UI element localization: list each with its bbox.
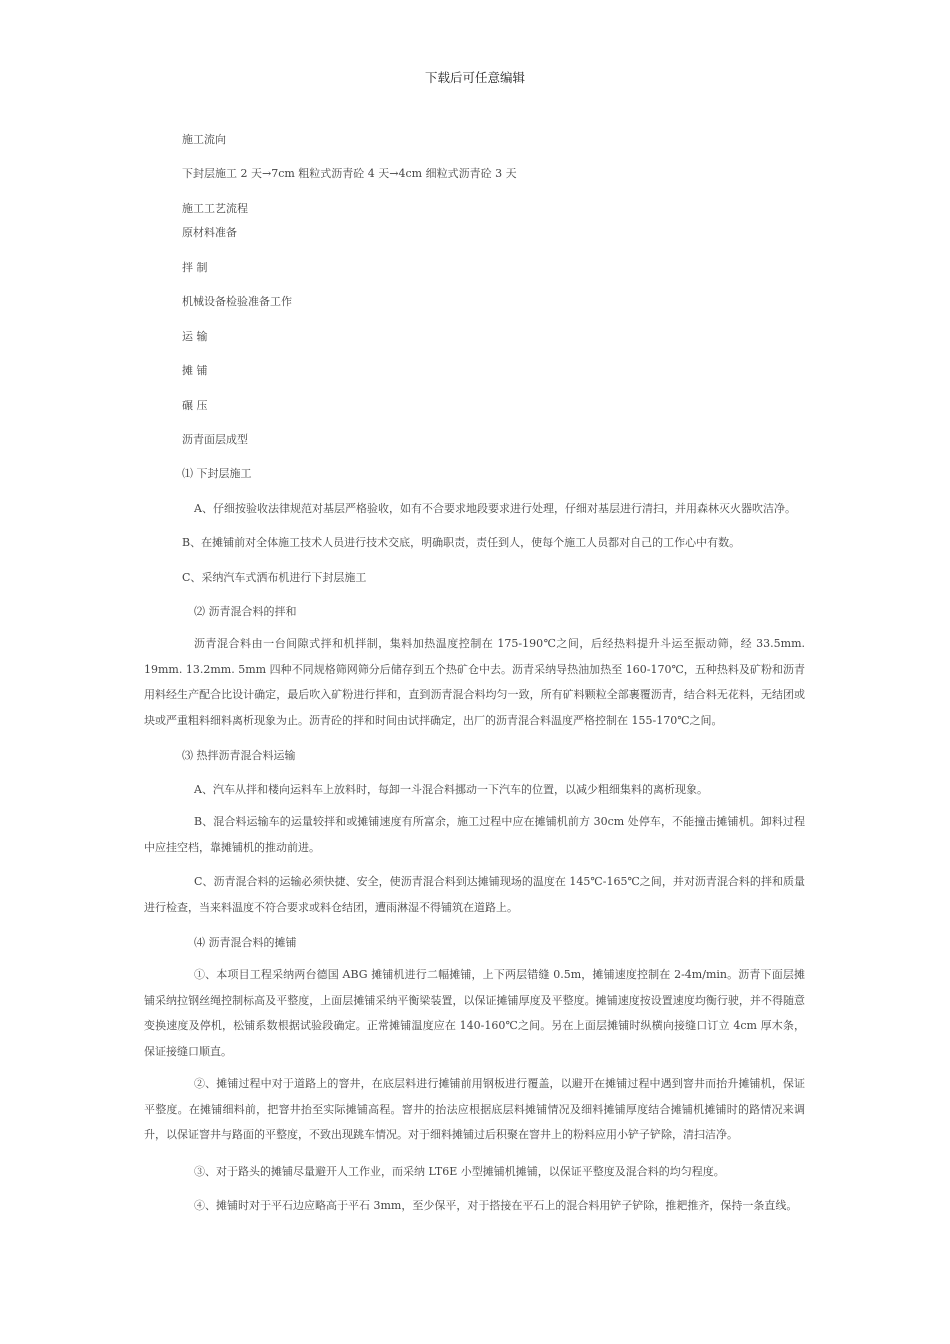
paragraph: B、混合料运输车的运量较拌和或摊铺速度有所富余，施工过程中应在摊铺机前方 30cm 处停车，不能撞击摊铺机。卸料过程中应挂空档，靠摊铺机的推动前进。 — [144, 815, 805, 854]
section-heading: ⑵ 沥青混合料的拌和 — [194, 605, 297, 618]
text-line: 施工工艺流程 — [182, 202, 248, 215]
section-heading: ⑴ 下封层施工 — [182, 467, 252, 480]
section-heading: ⑷ 沥青混合料的摊铺 — [194, 936, 297, 949]
text-line: C、采纳汽车式洒布机进行下封层施工 — [182, 571, 367, 584]
text-line: A、汽车从拌和楼向运料车上放料时，每卸一斗混合料挪动一下汽车的位置，以减少粗细集料的离析现象。 — [194, 783, 708, 796]
paragraph: ①、本项目工程采纳两台德国 ABG 摊铺机进行二幅摊铺，上下两层错缝 0.5m，摊铺速度控制在 2-4m/min。沥青下面层摊铺采纳拉钢丝绳控制标高及平整度，上面层摊铺采纳平衡梁装置，以保证摊铺厚度及平整度。摊铺速度按设置速度均衡行驶，并不得随意变换速度及停机，松铺系数根据试验段确定。正常摊铺温度应在 140-160℃之间。另在上面层摊铺时纵横向接缝口订立 4cm 厚木条，保证接缝口顺直。 — [144, 968, 805, 1058]
text-line: 碾 压 — [182, 399, 208, 412]
text-line: A、仔细按验收法律规范对基层严格验收，如有不合要求地段要求进行处理，仔细对基层进行清扫，并用森林灭火器吹洁净。 — [194, 502, 796, 515]
paragraph: ②、摊铺过程中对于道路上的窨井，在底层料进行摊铺前用钢板进行覆盖，以避开在摊铺过程中遇到窨井而抬升摊铺机，保证平整度。在摊铺细料前，把窨井抬至实际摊铺高程。窨井的抬法应根据底层料摊铺情况及细料摊铺厚度结合摊铺机摊铺时的路情况来调升，以保证窨井与路面的平整度，不致出现跳车情况。对于细料摊铺过后积聚在窨井上的粉料应用小铲子铲除，清扫洁净。 — [144, 1077, 805, 1141]
text-line: ③、对于路头的摊铺尽量避开人工作业，而采纳 LT6E 小型摊铺机摊铺，以保证平整度及混合料的均匀程度。 — [194, 1165, 725, 1178]
text-line: B、在摊铺前对全体施工技术人员进行技术交底，明确职责，责任到人，使每个施工人员都对自己的工作心中有数。 — [182, 536, 741, 549]
paragraph: 沥青混合料由一台间隙式拌和机拌制，集料加热温度控制在 175-190℃之间，后经热料提升斗运至振动筛，经 33.5mm. 19mm. 13.2mm. 5mm 四种不同规格筛网筛分后储存到五个热矿仓中去。沥青采纳导热油加热至 160-170℃，五种热料及矿粉和沥青用料经生产配合比设计确定，最后吹入矿粉进行拌和，直到沥青混合料均匀一致，所有矿料颗粒全部裹覆沥青，结合料无花料，无结团或块或严重粗料细料离析现象为止。沥青砼的拌和时间由试拌确定，出厂的沥青混合料温度严格控制在 155-170℃之间。 — [144, 637, 805, 727]
text-line: 运 输 — [182, 330, 208, 343]
text-line: ④、摊铺时对于平石边应略高于平石 3mm，至少保平，对于搭接在平石上的混合料用铲子铲除，推耙推齐，保持一条直线。 — [194, 1199, 798, 1212]
text-line: 摊 铺 — [182, 364, 208, 377]
text-line: 机械设备检验准备工作 — [182, 295, 292, 308]
paragraph: C、沥青混合料的运输必须快捷、安全，使沥青混合料到达摊铺现场的温度在 145℃-165℃之间，并对沥青混合料的拌和质量进行检查，当来料温度不符合要求或料仓结团，遭雨淋湿不得铺筑在道路上。 — [144, 875, 805, 914]
text-line: 下封层施工 2 天→7cm 粗粒式沥青砼 4 天→4cm 细粒式沥青砼 3 天 — [182, 167, 517, 180]
section-heading: ⑶ 热拌沥青混合料运输 — [182, 749, 296, 762]
page-header: 下载后可任意编辑 — [424, 70, 525, 85]
text-line: 施工流向 — [182, 133, 226, 146]
text-line: 原材料准备 — [182, 226, 237, 239]
text-line: 拌 制 — [182, 261, 208, 274]
text-line: 沥青面层成型 — [182, 433, 248, 446]
